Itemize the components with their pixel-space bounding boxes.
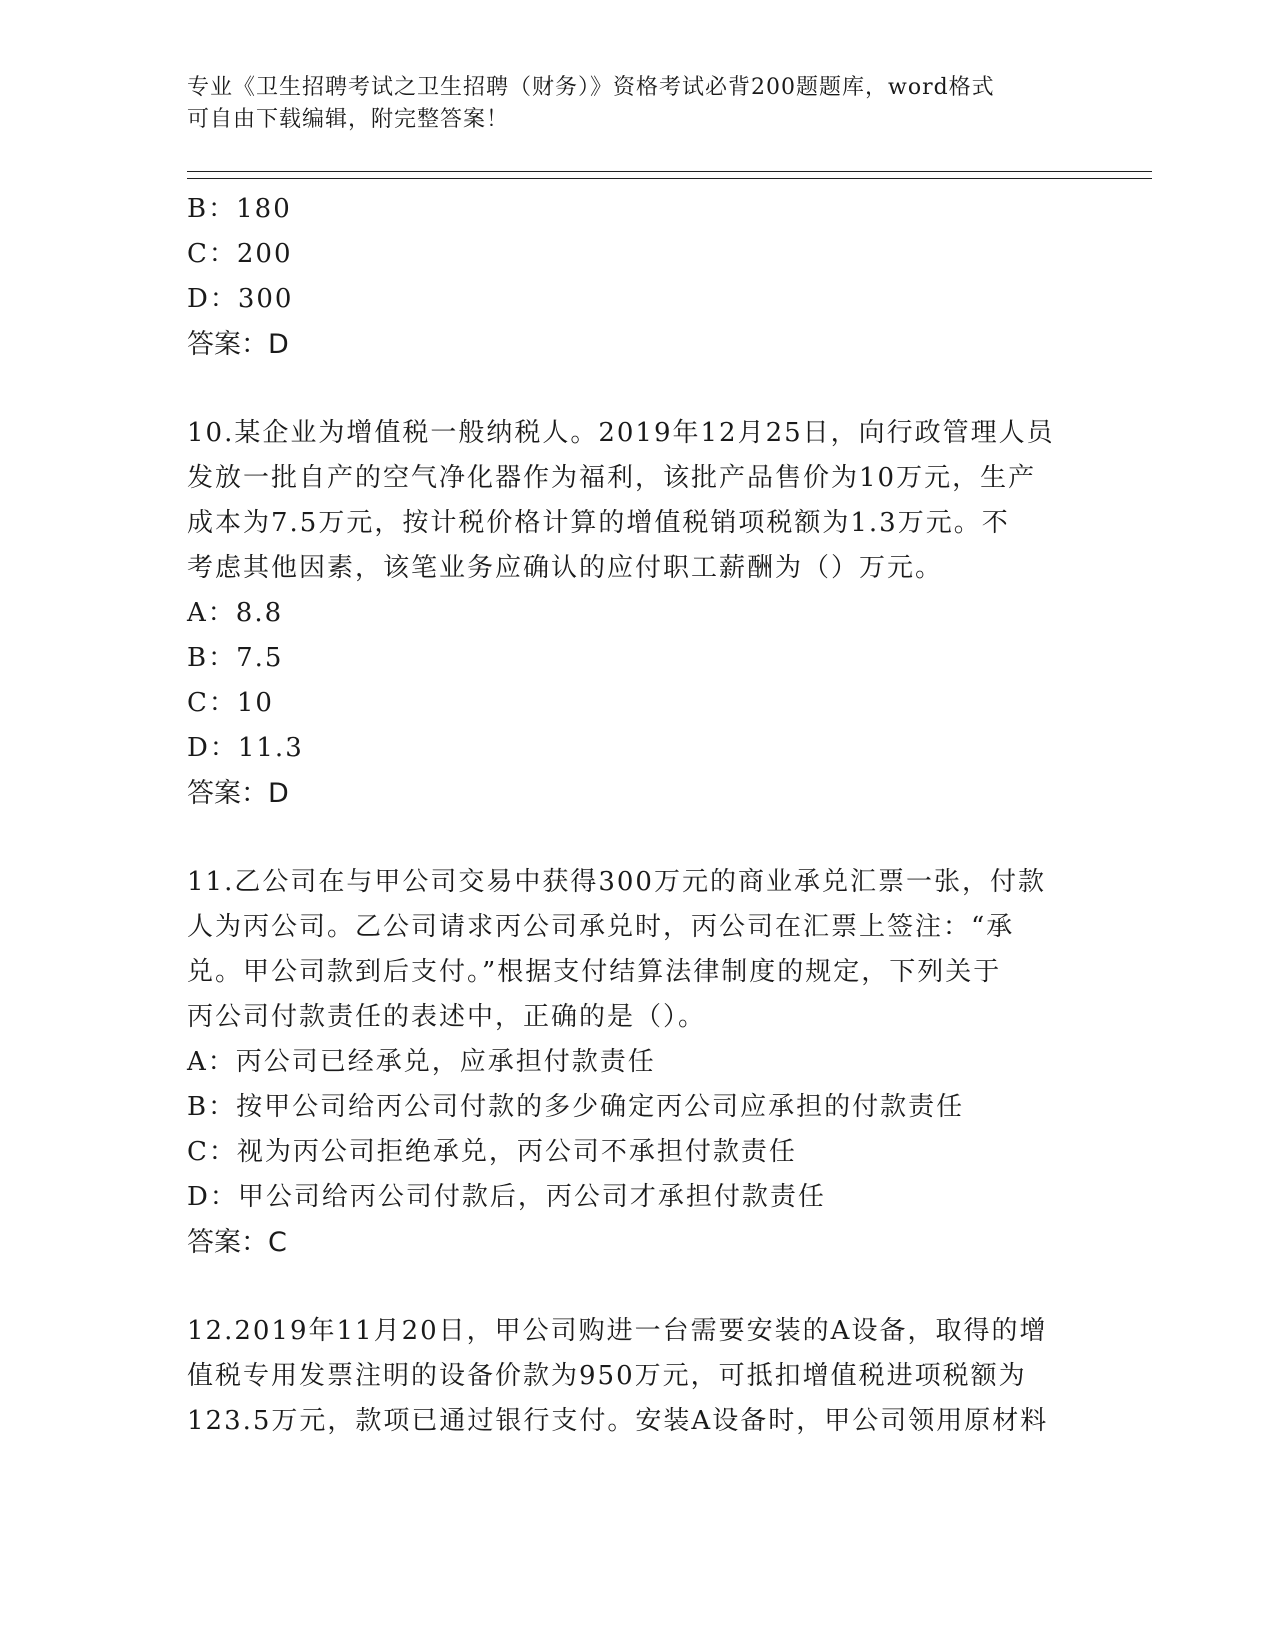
question-12 — [187, 1309, 1087, 1444]
question-text-line: 成本为7.5万元，按计税价格计算的增值税销项税额为1.3万元。不 — [187, 508, 1010, 538]
option-d: D：甲公司给丙公司付款后，丙公司才承担付款责任 — [187, 1182, 826, 1212]
option-a: A：8.8 — [187, 598, 284, 628]
prev-question — [187, 187, 1087, 367]
header-rule-top — [187, 171, 1152, 172]
document-body — [187, 187, 1087, 1444]
option-b: B：按甲公司给丙公司付款的多少确定丙公司应承担的付款责任 — [187, 1092, 965, 1122]
question-text-line: 10.某企业为增值税一般纳税人。2019年12月25日，向行政管理人员 — [187, 418, 1055, 448]
question-11 — [187, 860, 1087, 1265]
question-text-line: 值税专用发票注明的设备价款为950万元，可抵扣增值税进项税额为 — [187, 1361, 1027, 1391]
question-text-line: 兑。甲公司款到后支付。”根据支付结算法律制度的规定，下列关于 — [187, 957, 1002, 987]
header-line-1: 专业《卫生招聘考试之卫生招聘（财务）》资格考试必背200题题库，word格式 — [187, 75, 995, 100]
answer: 答案：D — [187, 778, 289, 809]
document-header — [187, 72, 1087, 136]
option-d: D：11.3 — [187, 733, 304, 763]
header-rule-bottom — [187, 178, 1152, 179]
option-c: C：视为丙公司拒绝承兑，丙公司不承担付款责任 — [187, 1137, 797, 1167]
option-d: D：300 — [187, 284, 294, 314]
answer: 答案：C — [187, 1227, 287, 1258]
question-text-line: 丙公司付款责任的表述中，正确的是（）。 — [187, 1002, 707, 1032]
option-b: B：7.5 — [187, 643, 284, 673]
header-line-2: 可自由下载编辑，附完整答案！ — [187, 107, 510, 132]
question-text-line: 考虑其他因素，该笔业务应确认的应付职工薪酬为（）万元。 — [187, 553, 944, 583]
question-text-line: 123.5万元，款项已通过银行支付。安装A设备时，甲公司领用原材料 — [187, 1406, 1049, 1436]
question-text-line: 发放一批自产的空气净化器作为福利，该批产品售价为10万元，生产 — [187, 463, 1037, 493]
option-a: A：丙公司已经承兑，应承担付款责任 — [187, 1047, 656, 1077]
option-c: C：10 — [187, 688, 274, 718]
question-text-line: 12.2019年11月20日，甲公司购进一台需要安装的A设备，取得的增 — [187, 1316, 1048, 1346]
option-c: C：200 — [187, 239, 293, 269]
answer: 答案：D — [187, 329, 289, 360]
question-10 — [187, 411, 1087, 816]
question-text-line: 人为丙公司。乙公司请求丙公司承兑时，丙公司在汇票上签注：“承 — [187, 912, 1015, 942]
option-b: B：180 — [187, 194, 292, 224]
question-text-line: 11.乙公司在与甲公司交易中获得300万元的商业承兑汇票一张，付款 — [187, 867, 1046, 897]
